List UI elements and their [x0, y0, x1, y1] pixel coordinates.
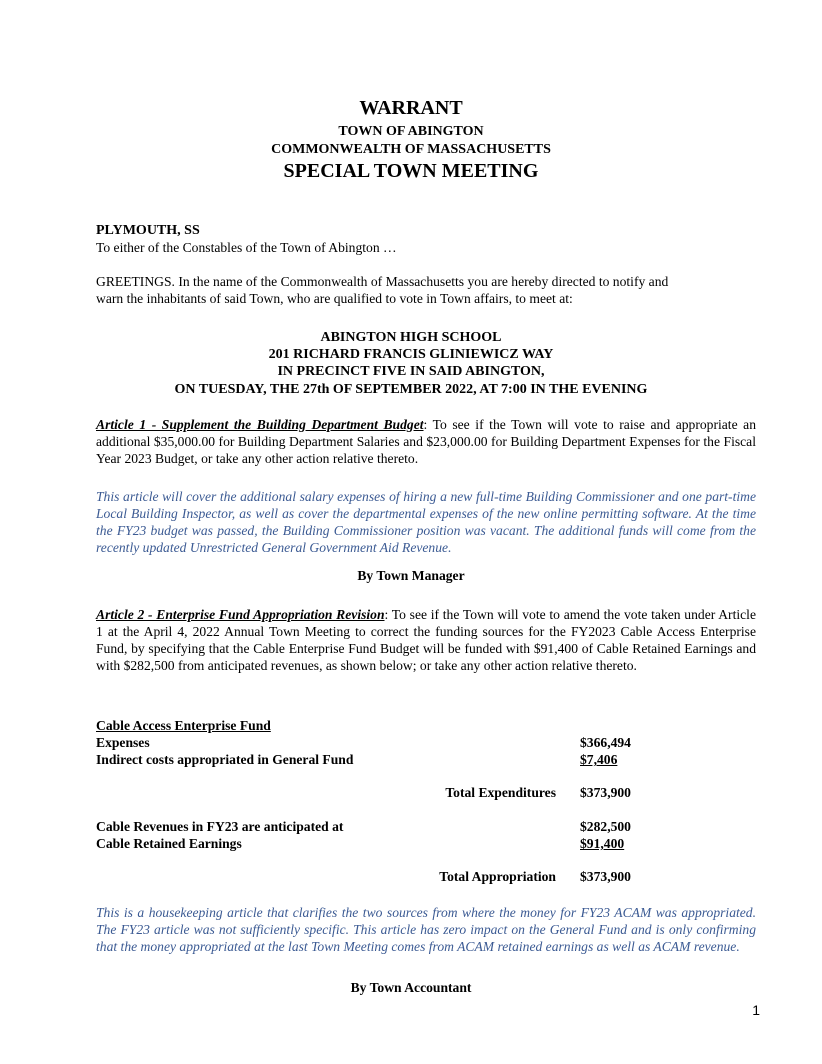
article-1-note: This article will cover the additional salary expenses of hiring a new full-time Building Commissioner and one part-time Local Building Inspector, as well as cover the departmental expenses of the new online permitting software. At the time the FY23 budget was passed, the Building Commissioner position was vacant. The additional funds will come from the recently updated Unrestricted General Government Aid Revenue. [96, 489, 756, 555]
page-number: 1 [752, 1002, 760, 1018]
article-1-heading: Article 1 - Supplement the Building Department Budget [96, 417, 424, 432]
location-line-2: 201 RICHARD FRANCIS GLINIEWICZ WAY [268, 347, 554, 362]
greetings-line-2: warn the inhabitants of said Town, who are qualified to vote in Town affairs, to meet at: [96, 291, 573, 306]
expenses-label: Expenses [96, 735, 150, 750]
indirect-label: Indirect costs appropriated in General Fund [96, 752, 354, 767]
constables-line: To either of the Constables of the Town of Abington … [96, 240, 397, 255]
table-row [96, 751, 656, 768]
table-row [96, 734, 656, 751]
location-line-1: ABINGTON HIGH SCHOOL [320, 330, 502, 345]
article-1-sponsor: By Town Manager [357, 568, 465, 583]
article-1-paragraph [96, 416, 756, 467]
article-2-body: : To see if the Town will vote to amend the vote taken under Article 1 at the April 4, 2022 Annual Town Meeting to correct the funding sources for the FY2023 Cable Access Enterprise Fund, by specifying that the Cable Enterprise Fund Budget will be funded with $91,400 of Cable Retained Earnings and with $282,500 from anticipated revenues, as shown below; or take any other action relative thereto. [96, 607, 756, 673]
retained-earnings-label: Cable Retained Earnings [96, 836, 242, 851]
article-2-note: This is a housekeeping article that clarifies the two sources from where the money for FY23 ACAM was appropriated. The FY23 article was not sufficiently specific. This article has zero impact on the General Fund and is only confirming that the money appropriated at the last Town Meeting comes from ACAM retained earnings as well as ACAM revenue. [96, 905, 756, 954]
article-2-heading: Article 2 - Enterprise Fund Appropriation Revision [96, 607, 385, 622]
greetings-line-1: GREETINGS. In the name of the Commonwealth of Massachusetts you are hereby directed to notify and [96, 274, 669, 289]
table-row [96, 818, 656, 835]
retained-earnings-amount: $91,400 [580, 836, 625, 851]
location-line-3: IN PRECINCT FIVE IN SAID ABINGTON, [277, 364, 545, 379]
table-row [96, 784, 656, 801]
fund-table-title: Cable Access Enterprise Fund [96, 718, 271, 733]
total-expenditures-label: Total Expenditures [445, 785, 556, 800]
article-2-sponsor: By Town Accountant [350, 980, 472, 995]
county-heading: PLYMOUTH, SS [96, 223, 200, 238]
article-1-body: : To see if the Town will vote to raise and appropriate an additional $35,000.00 for Building Department Salaries and $23,000.00 for Building Department Expenses for the Fiscal Year 2023 Budget, or take any other action relative thereto. [96, 417, 757, 466]
revenues-amount: $282,500 [580, 819, 631, 834]
indirect-amount: $7,406 [580, 752, 618, 767]
table-row [96, 868, 656, 885]
revenues-label: Cable Revenues in FY23 are anticipated at [96, 819, 344, 834]
article-2-paragraph [96, 606, 756, 674]
total-appropriation-label: Total Appropriation [439, 869, 556, 884]
total-expenditures-amount: $373,900 [580, 785, 631, 800]
commonwealth-name: COMMONWEALTH OF MASSACHUSETTS [271, 142, 551, 157]
warrant-title: WARRANT [359, 97, 463, 119]
expenses-amount: $366,494 [580, 735, 631, 750]
total-appropriation-amount: $373,900 [580, 869, 631, 884]
table-row [96, 835, 656, 852]
meeting-title: SPECIAL TOWN MEETING [283, 160, 539, 182]
location-line-4: ON TUESDAY, THE 27th OF SEPTEMBER 2022, AT 7:00 IN THE EVENING [174, 382, 648, 397]
town-name: TOWN OF ABINGTON [338, 124, 484, 139]
